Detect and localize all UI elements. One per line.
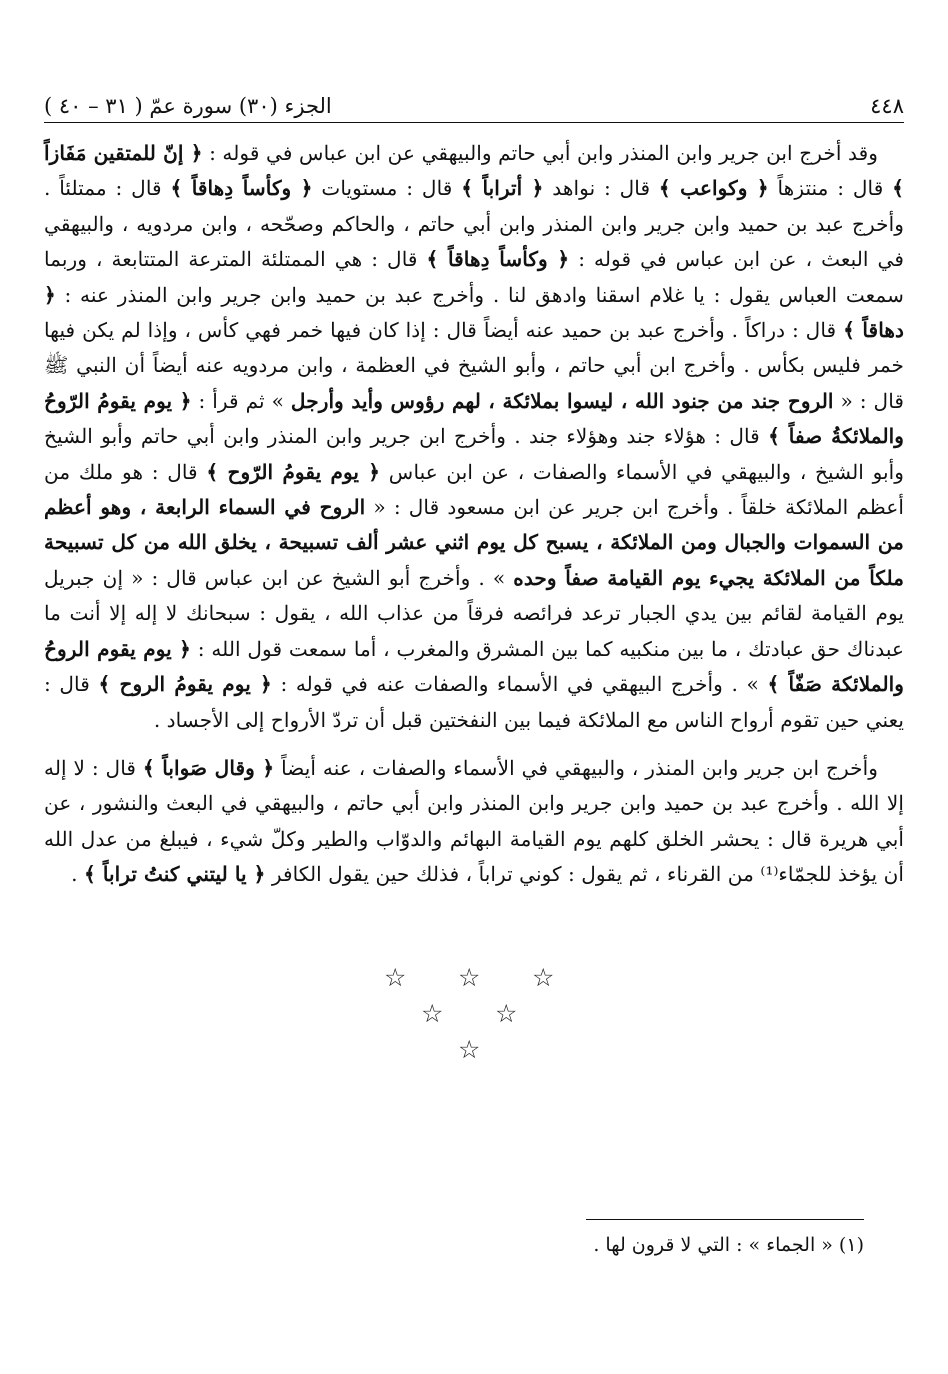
paragraph — [44, 751, 904, 893]
text-run: قال : لا إله إلا الله . وأخرج عبد بن حميد وابن جرير وابن المنذر وابن أبي حاتم ، والبيهقي في البعث والنشور ، عن أبي هريرة قال : يحشر الخلق كلهم يوم القيامة البهائم والدوّاب والطير وكلّ شيء ، فيبلغ من عدل الله أن يؤخذ للجمّاء⁽¹⁾ من القرناء ، ثم يقول : كوني تراباً ، فذلك حين يقول الكافر — [44, 755, 904, 887]
quoted-text: ﴿ دهاقاً ﴾ — [44, 282, 904, 343]
text-run: قال : دراكاً . وأخرج عبد بن حميد عنه أيضاً قال : إذا كان فيها خمر فهي كأس ، وإذا لم يكن فيها خمر فليس بكأس . وأخرج ابن أبي حاتم ، وأبو الشيخ في العظمة ، وابن مردويه عنه أيضاً أن النبي ﷺ قال : « — [44, 318, 904, 413]
page-header — [44, 86, 904, 118]
quoted-text: ﴿ يا ليتني كنتُ تراباً ﴾ — [83, 862, 266, 887]
text-run: قال : مستويات — [312, 176, 462, 201]
running-title: الجزء (٣٠) سورة عمّ ( ٣١ – ٤٠ ) — [44, 94, 332, 118]
text-run: » . وأخرج البيهقي في الأسماء والصفات عنه في قوله : — [271, 672, 768, 697]
text-run: قال : ممتلئاً . وأخرج عبد بن حميد وابن جرير وابن المنذر وابن أبي حاتم ، والحاكم وصحّحه ، وابن مردويه ، والبيهقي في البعث ، عن ابن عباس في قوله : — [44, 176, 904, 272]
text-run: قال : هي الممتلئة المترعة المتتابعة ، وربما سمعت العباس يقول : يا غلام اسقنا وادهق لنا . وأخرج عبد بن حميد وابن جرير وابن المنذر عنه : — [44, 247, 904, 307]
quoted-text: ﴿ وكواعب ﴾ — [658, 176, 769, 201]
star-icon: ☆ — [495, 999, 518, 1028]
quoted-text: ﴿ يوم يقومُ الرّوح ﴾ — [206, 459, 381, 484]
paragraph — [44, 136, 904, 738]
section-divider-stars — [360, 965, 580, 1075]
text-run: . — [71, 862, 84, 887]
header-rule — [44, 122, 904, 123]
star-icon: ☆ — [458, 1035, 481, 1064]
star-icon: ☆ — [421, 999, 444, 1028]
page-number: ٤٤٨ — [870, 94, 904, 118]
quoted-text: الروح في السماء الرابعة ، وهو أعظم من السموات والجبال ومن الملائكة ، يسبح كل يوم اثني عشر ألف تسبيحة ، يخلق الله من كل تسبيحة ملكاً من الملائكة يجيء يوم القيامة صفاً وحده — [44, 495, 905, 590]
quoted-text: ﴿ وكأساً دِهاقاً ﴾ — [426, 247, 570, 272]
text-run: وقد أخرج ابن جرير وابن المنذر وابن أبي حاتم والبيهقي عن ابن عباس في قوله : — [202, 141, 878, 165]
text-run: » . وأخرج أبو الشيخ عن ابن عباس قال : « إن جبريل يوم القيامة لقائم بين يدي الجبار ترعد فرائصه فرقاً من عذاب الله ، يقول : سبحانك لا إله إلا أنت ما عبدناك حق عبادتك ، ما بين منكبيه كما بين المشرق والمغرب ، أما سمعت قول الله : — [44, 565, 905, 661]
quoted-text: ﴿ يوم يقومُ الرّوحُ والملائكةُ صفاً ﴾ — [44, 388, 904, 449]
quoted-text: ﴿ وكأساً دِهاقاً ﴾ — [170, 176, 313, 201]
quoted-text: ﴿ يوم يقوم الروحُ والملائكة صَفّاً ﴾ — [44, 636, 904, 697]
text-run: قال : نواهد — [543, 176, 659, 201]
footnote: (١) « الجماء » : التي لا قرون لها . — [593, 1234, 864, 1256]
main-text — [44, 136, 904, 893]
quoted-text: الروح جند من جنود الله ، ليسوا بملائكة ، لهم رؤوس وأيد وأرجل — [290, 388, 834, 413]
text-run: وأخرج ابن جرير وابن المنذر ، والبيهقي في الأسماء والصفات ، عنه أيضاً — [274, 755, 878, 780]
quoted-text: ﴿ إنّ للمتقين مَفَازاً ﴾ — [44, 141, 905, 201]
text-run: قال : منتزهاً — [768, 176, 893, 201]
footnote-rule — [586, 1219, 864, 1220]
text-run: قال : هو ملك من أعظم الملائكة خلقاً . وأخرج ابن جرير عن ابن مسعود قال : « — [44, 459, 904, 520]
text-run: قال : يعني حين تقوم أرواح الناس مع الملائكة فيما بين النفختين قبل أن تردّ الأرواح إلى الأجساد . — [44, 672, 904, 732]
text-run: قال : هؤلاء جند وهؤلاء جند . وأخرج ابن جرير وابن المنذر وابن أبي حاتم وأبو الشيخ وأبو الشيخ ، والبيهقي في الأسماء والصفات ، عن ابن عباس — [44, 424, 904, 484]
star-icon: ☆ — [458, 963, 481, 992]
quoted-text: ﴿ وقال صَواباً ﴾ — [142, 755, 275, 780]
text-run: » ثم قرأ : — [191, 388, 291, 413]
star-icon: ☆ — [384, 963, 407, 992]
star-icon: ☆ — [532, 963, 555, 992]
quoted-text: ﴿ أتراباً ﴾ — [461, 176, 544, 201]
quoted-text: ﴿ يوم يقومُ الروح ﴾ — [98, 672, 272, 697]
